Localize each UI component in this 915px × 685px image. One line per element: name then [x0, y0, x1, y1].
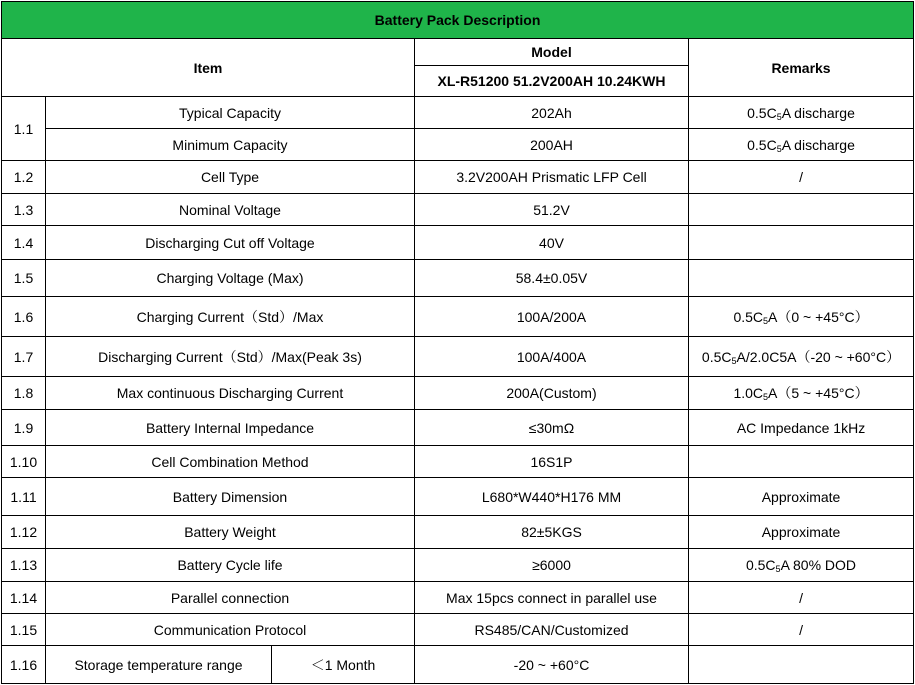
row-remark: $1.0C_5A(5$ ~ +45°C） — [689, 377, 914, 410]
row-value: ≤30mΩ — [415, 410, 689, 446]
table-row — [2, 646, 914, 684]
row-number: 1.11 — [2, 478, 46, 516]
row-number: 1.6 — [2, 297, 46, 337]
battery-spec-table — [1, 1, 914, 684]
row-number: 1.4 — [2, 226, 46, 260]
row-remark: $0.5C_5A$ 80% DOD — [689, 549, 914, 582]
table-row — [2, 478, 914, 516]
row-number: 1.3 — [2, 194, 46, 226]
remarks-header: Remarks — [689, 39, 914, 97]
row-value: 100A/400A — [415, 337, 689, 377]
row-item: Cell Type — [46, 161, 415, 194]
row-item: Discharging Current（Std）/Max(Peak 3s) — [46, 337, 415, 377]
row-remark: AC Impedance 1kHz — [689, 410, 914, 446]
row-item: Battery Weight — [46, 516, 415, 549]
row-remark — [689, 446, 914, 478]
row-item: Battery Dimension — [46, 478, 415, 516]
row-number: 1.10 — [2, 446, 46, 478]
table-row — [2, 410, 914, 446]
row-value: 82±5KGS — [415, 516, 689, 549]
row-remark — [689, 646, 914, 684]
row-item: Typical Capacity — [46, 97, 415, 129]
table-row — [2, 161, 914, 194]
row-remark: / — [689, 614, 914, 646]
row-number: 1.13 — [2, 549, 46, 582]
row-value: L680*W440*H176 MM — [415, 478, 689, 516]
table-row — [2, 377, 914, 410]
row-item: Battery Cycle life — [46, 549, 415, 582]
row-remark: $0.5C_5A$ discharge — [689, 97, 914, 129]
row-value: 40V — [415, 226, 689, 260]
row-value: 202Ah — [415, 97, 689, 129]
table-row — [2, 297, 914, 337]
table-row — [2, 446, 914, 478]
row-item: Cell Combination Method — [46, 446, 415, 478]
table-title: Battery Pack Description — [2, 2, 914, 39]
table-row — [2, 97, 914, 129]
row-number: 1.12 — [2, 516, 46, 549]
row-item: Nominal Voltage — [46, 194, 415, 226]
row-remark: $0.5C_5A(0$ ~ +45°C） — [689, 297, 914, 337]
table-row — [2, 549, 914, 582]
row-value: ≥6000 — [415, 549, 689, 582]
table-row — [2, 194, 914, 226]
row-value: -20 ~ +60°C — [415, 646, 689, 684]
row-remark: / — [689, 582, 914, 614]
row-value: Max 15pcs connect in parallel use — [415, 582, 689, 614]
model-value: XL-R51200 51.2V200AH 10.24KWH — [415, 66, 689, 97]
row-remark: $0.5C_5A$ discharge — [689, 129, 914, 161]
row-value: 200AH — [415, 129, 689, 161]
table-row — [2, 337, 914, 377]
table-row — [2, 582, 914, 614]
table-row — [2, 516, 914, 549]
row-value: 200A(Custom) — [415, 377, 689, 410]
row-remark — [689, 260, 914, 297]
row-item: Minimum Capacity — [46, 129, 415, 161]
table-row — [2, 129, 914, 161]
row-number: 1.1 — [2, 97, 46, 161]
row-remark: Approximate — [689, 478, 914, 516]
table-row — [2, 614, 914, 646]
row-remark — [689, 194, 914, 226]
row-value: 16S1P — [415, 446, 689, 478]
row-value: 51.2V — [415, 194, 689, 226]
row-item: Discharging Cut off Voltage — [46, 226, 415, 260]
row-number: 1.2 — [2, 161, 46, 194]
row-remark — [689, 226, 914, 260]
row-number: 1.7 — [2, 337, 46, 377]
row-number: 1.9 — [2, 410, 46, 446]
row-number: 1.15 — [2, 614, 46, 646]
row-number: 1.16 — [2, 646, 46, 684]
row-item: Communication Protocol — [46, 614, 415, 646]
row-item: Parallel connection — [46, 582, 415, 614]
row-number: 1.8 — [2, 377, 46, 410]
row-number: 1.5 — [2, 260, 46, 297]
row-item: Storage temperature range — [46, 646, 272, 684]
row-item: Max continuous Discharging Current — [46, 377, 415, 410]
row-value: 3.2V200AH Prismatic LFP Cell — [415, 161, 689, 194]
row-value: 58.4±0.05V — [415, 260, 689, 297]
item-header: Item — [2, 39, 415, 97]
row-remark: $0.5C_5A/2.0C5A(-20$ ~ +60°C） — [689, 337, 914, 377]
row-value: RS485/CAN/Customized — [415, 614, 689, 646]
row-number: 1.14 — [2, 582, 46, 614]
row-remark: Approximate — [689, 516, 914, 549]
row-sub-item: ＜1 Month — [272, 646, 415, 684]
row-remark: / — [689, 161, 914, 194]
row-item: Charging Current（Std）/Max — [46, 297, 415, 337]
row-item: Charging Voltage (Max) — [46, 260, 415, 297]
table-row — [2, 260, 914, 297]
row-item: Battery Internal Impedance — [46, 410, 415, 446]
row-value: 100A/200A — [415, 297, 689, 337]
table-row — [2, 226, 914, 260]
model-header: Model — [415, 39, 689, 66]
